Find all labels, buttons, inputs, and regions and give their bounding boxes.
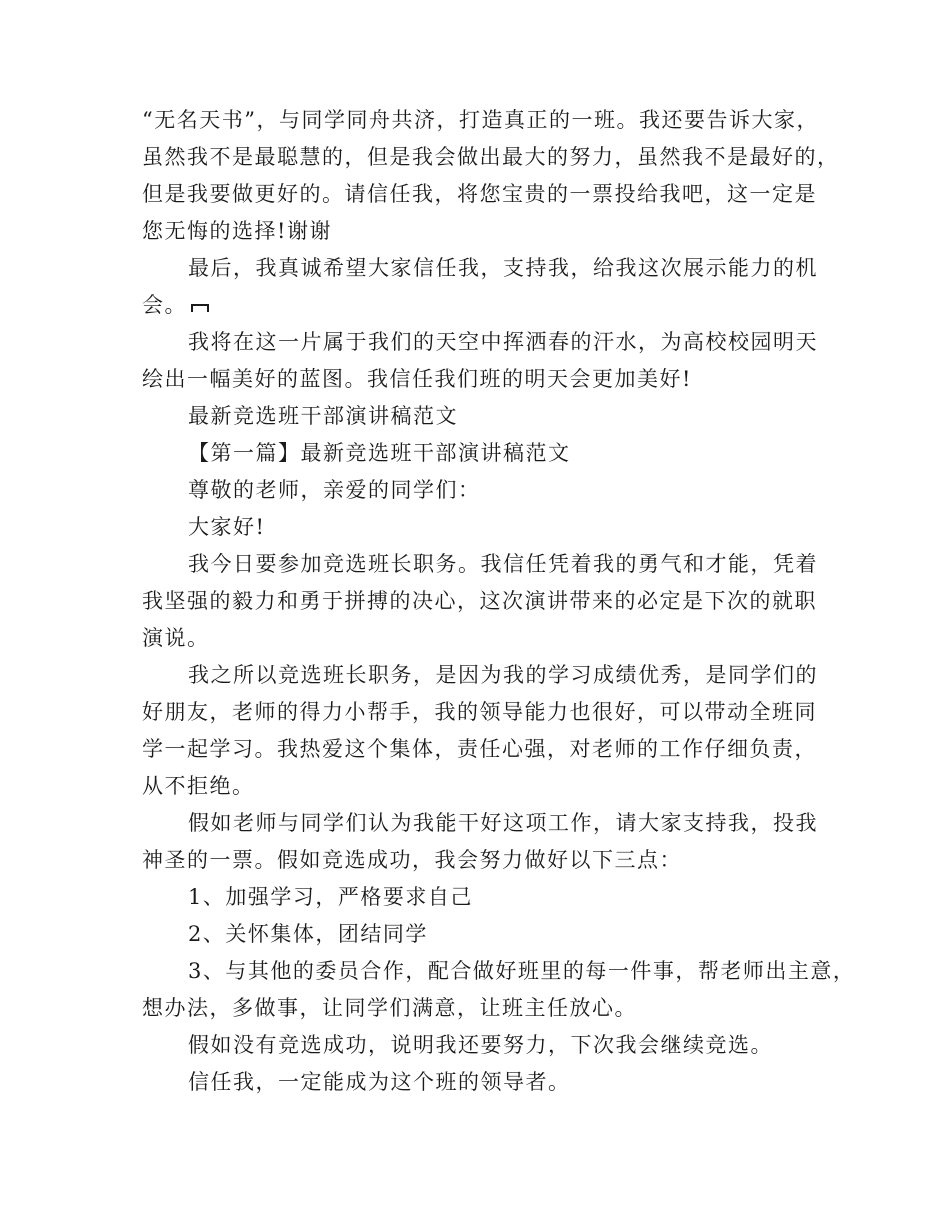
text-line: 我将在这一片属于我们的天空中挥洒春的汗水，为高校校园明天 bbox=[188, 330, 818, 354]
text-line: 绘出一幅美好的蓝图。我信任我们班的明天会更加美好! bbox=[142, 367, 692, 391]
text-line: 假如老师与同学们认为我能干好这项工作，请大家支持我，投我 bbox=[188, 811, 818, 835]
text-line: 学一起学习。我热爱这个集体，责任心强，对老师的工作仔细负责， bbox=[142, 737, 817, 761]
section-title: 最新竞选班干部演讲稿范文 bbox=[188, 404, 458, 428]
text-line: 演说。 bbox=[142, 626, 210, 650]
text-line-with-mark bbox=[142, 287, 832, 324]
paragraph-final-hope bbox=[142, 250, 832, 324]
text-line: 从不拒绝。 bbox=[142, 774, 255, 798]
text-line: 我之所以竞选班长职务，是因为我的学习成绩优秀，是同学们的 bbox=[188, 663, 818, 687]
list-item: 1、加强学习，严格要求自己 bbox=[188, 885, 473, 909]
text-line: 我坚强的毅力和勇于拼搏的决心，这次演讲带来的必定是下次的就职 bbox=[142, 589, 817, 613]
list-item bbox=[142, 953, 856, 1027]
text-line: 3、与其他的委员合作，配合做好班里的每一件事，帮老师出主意， bbox=[188, 959, 856, 983]
bracket-mark-icon bbox=[191, 304, 209, 312]
salutation: 尊敬的老师，亲爱的同学们： bbox=[188, 478, 481, 502]
text-line: 神圣的一票。假如竞选成功，我会努力做好以下三点： bbox=[142, 848, 682, 872]
paragraph-vote-request bbox=[142, 805, 832, 879]
paragraph-trust-me: 信任我，一定能成为这个班的领导者。 bbox=[188, 1070, 571, 1094]
section-subtitle: 【第一篇】最新竞选班干部演讲稿范文 bbox=[188, 441, 571, 465]
paragraph-closing-plea bbox=[142, 102, 840, 250]
list-item: 2、关怀集体，团结同学 bbox=[188, 922, 428, 946]
text-line: 最后，我真诚希望大家信任我，支持我，给我这次展示能力的机 bbox=[188, 256, 818, 280]
text-line: 我今日要参加竞选班长职务。我信任凭着我的勇气和才能，凭着 bbox=[188, 552, 818, 576]
paragraph-qualifications bbox=[142, 657, 832, 805]
text-line: 您无悔的选择!谢谢 bbox=[142, 219, 332, 243]
text-line: 好朋友，老师的得力小帮手，我的领导能力也很好，可以带动全班同 bbox=[142, 700, 817, 724]
text-line: 虽然我不是最聪慧的，但是我会做出最大的努力，虽然我不是最好的， bbox=[142, 145, 840, 169]
text-line: 想办法，多做事，让同学们满意，让班主任放心。 bbox=[142, 996, 637, 1020]
paragraph-candidacy bbox=[142, 546, 832, 657]
paragraph-if-not-elected: 假如没有竞选成功，说明我还要努力，下次我会继续竞选。 bbox=[188, 1033, 773, 1057]
greeting: 大家好! bbox=[188, 515, 266, 539]
paragraph-campus-future bbox=[142, 324, 832, 398]
text-line: “无名天书”，与同学同舟共济，打造真正的一班。我还要告诉大家， bbox=[142, 108, 819, 132]
text-line: 会。 bbox=[142, 293, 187, 317]
text-line: 但是我要做更好的。请信任我，将您宝贵的一票投给我吧，这一定是 bbox=[142, 182, 817, 206]
document-body bbox=[142, 102, 856, 1101]
